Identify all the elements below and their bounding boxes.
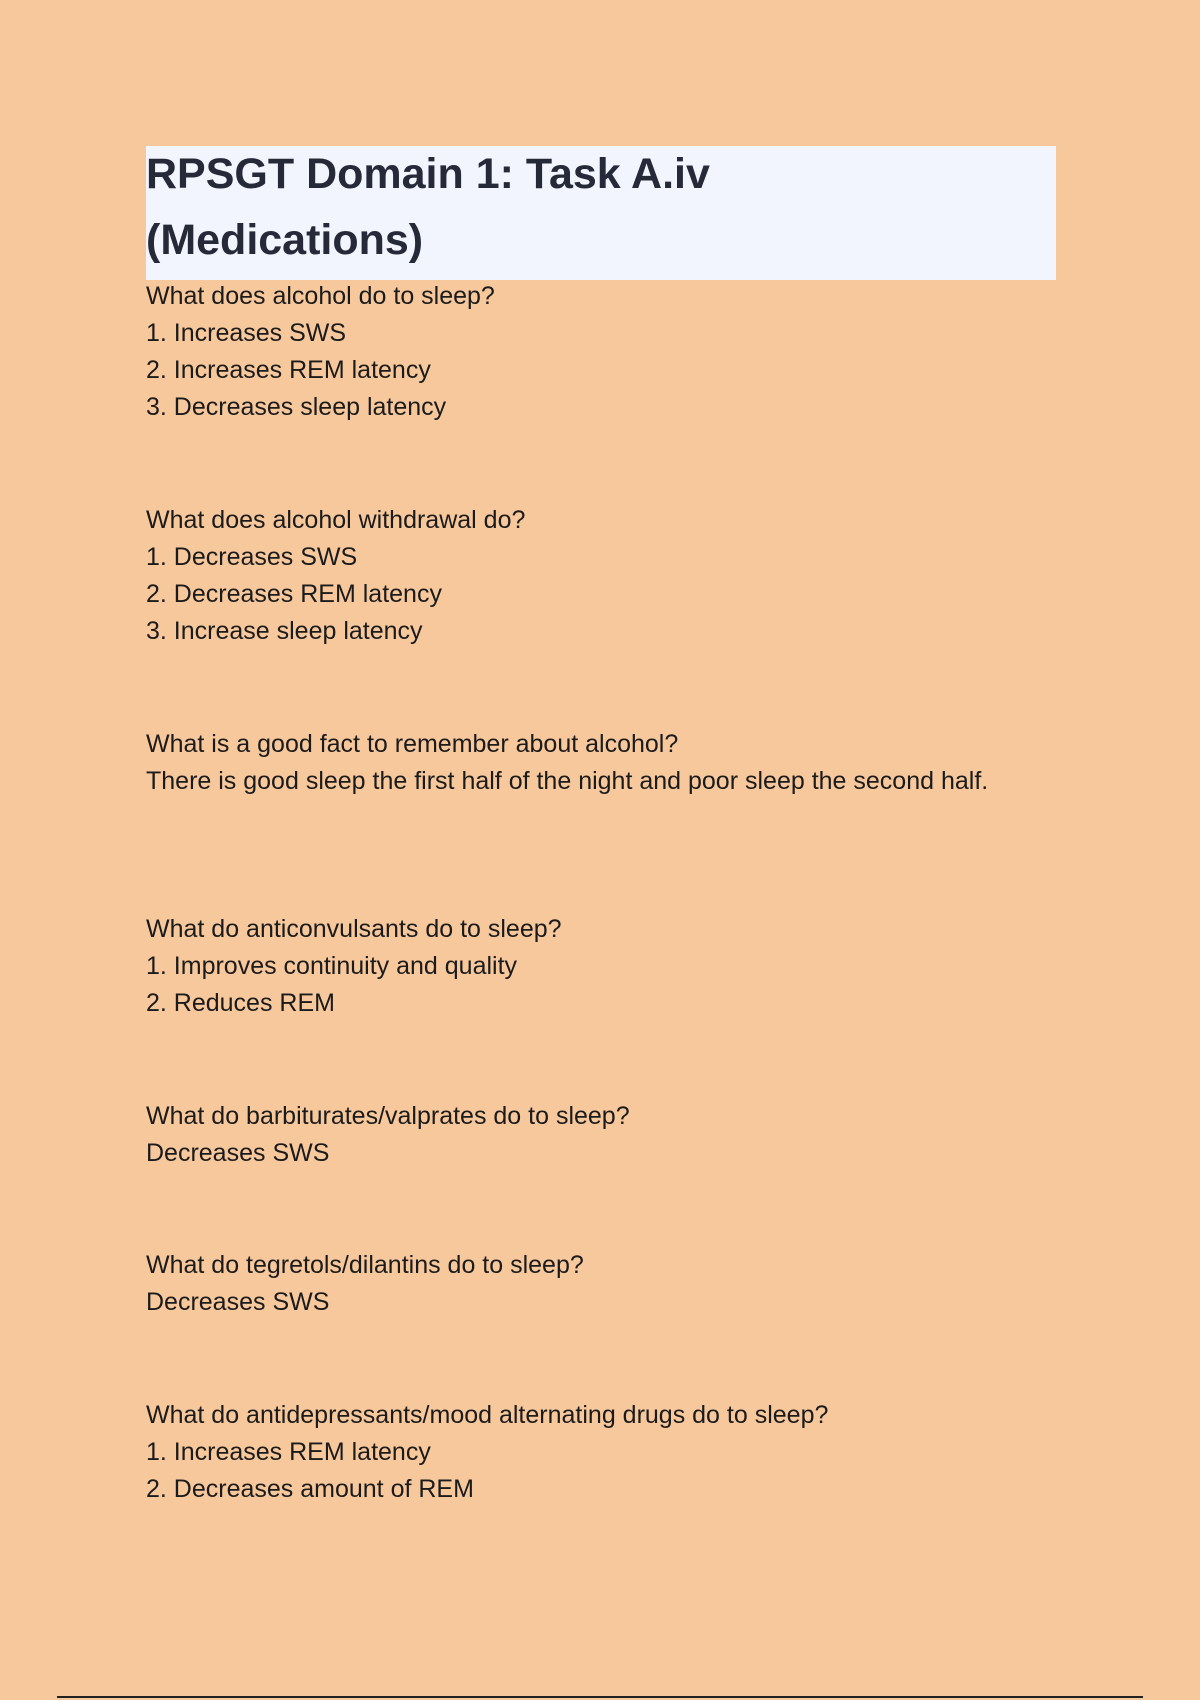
- question-text: What do anticonvulsants do to sleep?: [146, 915, 562, 943]
- answer-line: Decreases SWS: [146, 1139, 330, 1167]
- question-text: What do tegretols/dilantins do to sleep?: [146, 1251, 584, 1279]
- answer-line: 2. Decreases REM latency: [146, 580, 442, 608]
- qa-block: [146, 1098, 1056, 1172]
- answer-line: There is good sleep the first half of the night and poor sleep the second half.: [146, 767, 989, 795]
- answer-line: 1. Increases SWS: [146, 319, 347, 347]
- answer-line: 3. Decreases sleep latency: [146, 393, 447, 421]
- answer-line: 2. Decreases amount of REM: [146, 1475, 474, 1503]
- answer-line: 2. Increases REM latency: [146, 356, 431, 384]
- question-text: What does alcohol do to sleep?: [146, 282, 495, 310]
- answer-line: 2. Reduces REM: [146, 989, 335, 1017]
- answer-line: 3. Increase sleep latency: [146, 617, 423, 645]
- qa-block: [146, 1397, 1056, 1508]
- qa-block: [146, 726, 1056, 800]
- question-text: What does alcohol withdrawal do?: [146, 506, 526, 534]
- answer-line: Decreases SWS: [146, 1288, 330, 1316]
- question-text: What do barbiturates/valprates do to sleep?: [146, 1102, 630, 1130]
- answer-line: 1. Decreases SWS: [146, 543, 358, 571]
- page-bottom-rule: [57, 1696, 1143, 1698]
- document-title: RPSGT Domain 1: Task A.iv: [146, 150, 710, 198]
- qa-block: [146, 1247, 1056, 1321]
- qa-block: [146, 502, 1056, 650]
- qa-block: [146, 278, 1056, 426]
- answer-line: 1. Increases REM latency: [146, 1438, 431, 1466]
- answer-line: 1. Improves continuity and quality: [146, 952, 518, 980]
- question-text: What is a good fact to remember about alcohol?: [146, 730, 679, 758]
- document-subtitle: (Medications): [146, 216, 424, 264]
- title-block: [146, 146, 1056, 280]
- question-text: What do antidepressants/mood alternating drugs do to sleep?: [146, 1401, 829, 1429]
- qa-block: [146, 911, 1056, 1022]
